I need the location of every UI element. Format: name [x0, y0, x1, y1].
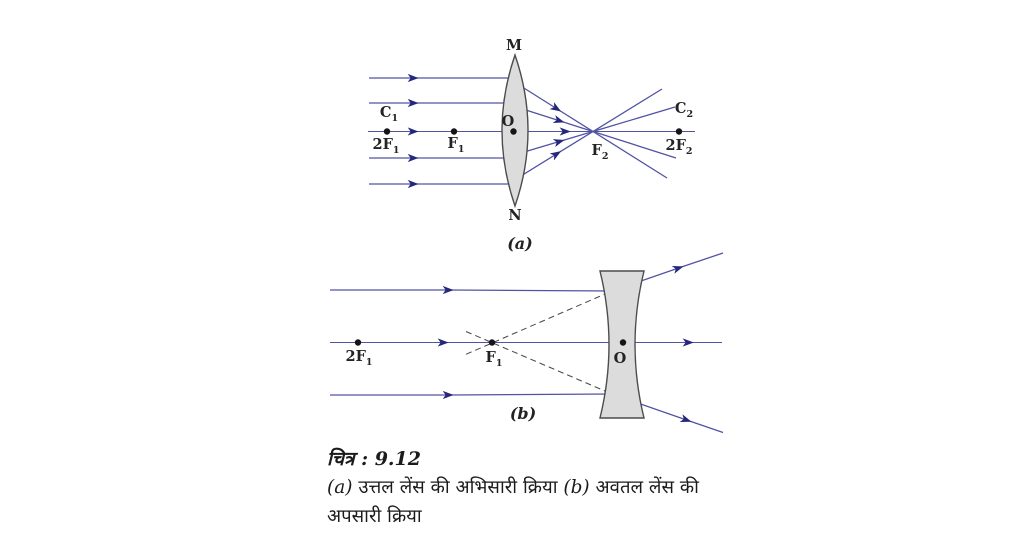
- incident-ray-b-bottom: [330, 394, 612, 395]
- label-2f2: [665, 137, 692, 157]
- point-2f1-b: [355, 339, 361, 345]
- label-2f1-a: [372, 136, 399, 156]
- label-c1-sub: 1: [391, 113, 399, 124]
- point-2f2-a: [676, 128, 682, 134]
- dashed-backtrace-top: [466, 291, 612, 354]
- label-f2-base: F: [591, 142, 602, 159]
- refracted-ray-a5: [508, 89, 662, 184]
- figure-number: चित्र : 9.12: [327, 448, 421, 470]
- label-2f1-a-base: 2F: [372, 136, 393, 153]
- label-2f1-b: [345, 348, 372, 368]
- label-f1-a-sub: 1: [457, 144, 465, 155]
- caption-text-b: अवतल लेंस की: [589, 477, 699, 498]
- label-c1-base: C: [379, 104, 392, 121]
- panel-label-b: (b): [509, 404, 537, 423]
- label-c2: [675, 100, 693, 120]
- label-f1-b-base: F: [485, 349, 496, 366]
- caption-marker-b: (b): [563, 477, 590, 498]
- refracted-ray-a4: [501, 107, 675, 158]
- label-2f1-a-sub: 1: [392, 145, 400, 156]
- label-optical-center-b: O: [613, 350, 627, 367]
- label-f1-a-base: F: [447, 135, 458, 152]
- point-f1-b: [489, 339, 495, 345]
- label-f2-sub: 2: [601, 151, 609, 162]
- label-2f1-b-base: 2F: [345, 348, 366, 365]
- label-2f2-sub: 2: [685, 146, 693, 157]
- caption-line-1: [327, 474, 717, 503]
- panel-label-a: (a): [507, 234, 533, 253]
- label-f1-b-sub: 1: [495, 358, 503, 369]
- point-optical-center-b: [620, 339, 626, 345]
- caption-line-2: अपसारी क्रिया: [327, 505, 422, 527]
- figure-caption: [327, 444, 717, 531]
- refracted-ray-a1: [508, 78, 667, 178]
- label-lens-top-m: M: [505, 37, 523, 54]
- label-c2-base: C: [674, 100, 687, 117]
- diagram-b-concave-lens: [330, 253, 723, 433]
- label-optical-center-a: O: [501, 113, 515, 130]
- label-f1-b: [486, 349, 503, 369]
- label-2f1-b-sub: 1: [365, 357, 373, 368]
- label-lens-bottom-n: N: [508, 207, 522, 224]
- label-f2: [592, 142, 609, 162]
- diagram-a-convex-lens: [368, 37, 695, 253]
- point-f1-a: [451, 128, 457, 134]
- caption-marker-a: (a): [327, 477, 353, 498]
- label-c2-sub: 2: [686, 109, 694, 120]
- label-f1-a: [448, 135, 465, 155]
- incident-ray-b-top: [330, 290, 612, 291]
- label-c1: [380, 104, 398, 124]
- point-2f1-a: [384, 128, 390, 134]
- caption-text-a: उत्तल लेंस की अभिसारी क्रिया: [352, 477, 564, 498]
- label-2f2-base: 2F: [665, 137, 686, 154]
